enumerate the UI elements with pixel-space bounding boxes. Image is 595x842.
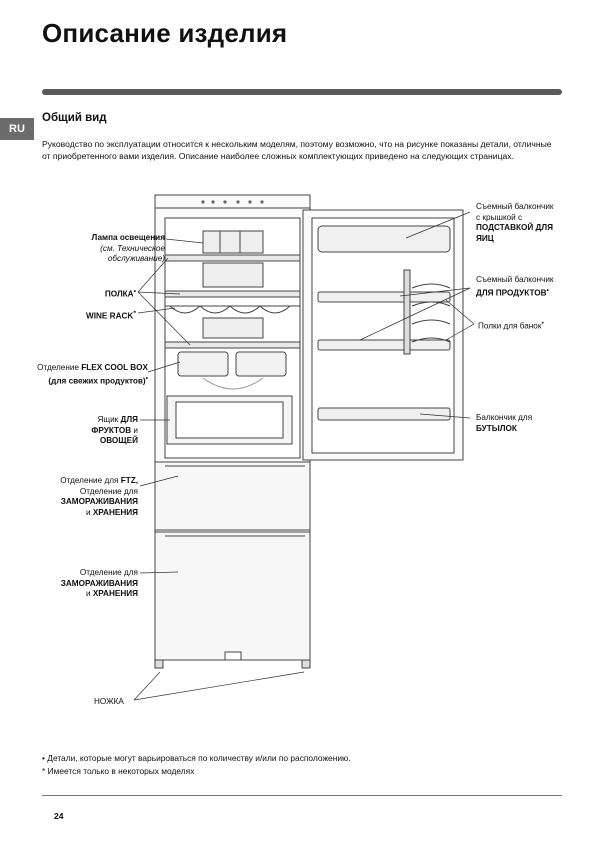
footnote-some-models: [42, 766, 194, 776]
bullet-mark: •: [541, 320, 544, 327]
label-lamp-note-1: (см. Техническое: [100, 243, 165, 253]
label-crisper: [30, 415, 138, 447]
label-crisper-1: ДЛЯ: [120, 415, 138, 424]
label-bottle-balcony: [476, 413, 576, 434]
bullet-mark: •: [133, 288, 136, 295]
label-flex-name: FLEX COOL BOX: [81, 363, 148, 372]
label-wine-rack: [30, 309, 136, 322]
footnote-dot-symbol: •: [42, 753, 45, 763]
label-freezer-and: и: [85, 589, 93, 599]
footnote-star-text: Имеется только в некоторых моделях: [47, 766, 195, 776]
label-can-shelves: [478, 319, 588, 332]
label-freezer-2: ЗАМОРАЖИВАНИЯ: [60, 578, 138, 588]
footnote-variable: [42, 753, 351, 763]
label-freezer: [20, 568, 138, 600]
label-cans-text: Полки для банок: [478, 321, 542, 331]
label-freezer-1: Отделение для: [79, 568, 138, 577]
intro-paragraph: Руководство по эксплуатации относится к нескольким моделям, поэтому возможно, что на рисунке показаны детали, отличные от приобретенного вами изделия. Описание наиболее сложных комплектующих приведено на следующих страницах.: [42, 139, 552, 162]
label-lamp-note-2: обслуживание): [107, 254, 165, 264]
footer-rule: [42, 795, 562, 796]
label-ftz-4: ХРАНЕНИЯ: [92, 507, 138, 517]
label-ftz-3: ЗАМОРАЖИВАНИЯ: [60, 497, 138, 507]
page-number: 24: [54, 811, 64, 821]
label-ftz-and: и: [85, 507, 93, 517]
language-tab: RU: [0, 118, 34, 140]
section-title: Общий вид: [42, 112, 107, 124]
label-bottle-2: БУТЫЛОК: [476, 423, 517, 433]
bullet-mark: •: [546, 286, 549, 294]
label-prod-2: ДЛЯ ПРОДУКТОВ: [476, 288, 547, 298]
label-flex-cool-box: [10, 363, 148, 387]
page-title: Описание изделия: [42, 18, 288, 48]
footnote-star-symbol: *: [42, 766, 46, 776]
label-egg-4: ЯИЦ: [476, 233, 494, 243]
label-lamp-title: Лампа освещения: [91, 233, 165, 242]
label-lamp: [30, 233, 165, 265]
label-crisper-and: и: [131, 425, 138, 435]
label-crisper-3: ОВОЩЕЙ: [99, 436, 138, 446]
label-ftz-2: Отделение для: [79, 486, 138, 496]
label-crisper-2: ФРУКТОВ: [91, 425, 132, 435]
label-flex-prefix: Отделение: [37, 363, 82, 372]
label-ftz-prefix: Отделение для: [60, 476, 121, 485]
label-ftz-name: FTZ,: [120, 476, 138, 485]
label-product-balcony: [476, 275, 586, 299]
label-bottle-1: Балкончик для: [476, 413, 533, 422]
label-egg-balcony: [476, 202, 576, 244]
label-ftz: [20, 476, 138, 518]
footnote-dot-text: Детали, которые могут варьироваться по количеству и/или по расположению.: [47, 753, 351, 763]
bullet-mark: •: [145, 374, 148, 382]
label-shelf: [30, 287, 136, 300]
label-wine-rack-text: WINE RACK: [86, 311, 134, 321]
star-mark: *: [133, 310, 136, 317]
label-foot: НОЖКА: [94, 697, 124, 706]
label-shelf-text: ПОЛКА: [104, 289, 134, 299]
label-crisper-prefix: Ящик: [97, 415, 121, 424]
label-egg-2: с крышкой с: [476, 212, 523, 222]
label-egg-3: ПОДСТАВКОЙ ДЛЯ: [476, 223, 553, 233]
label-egg-1: Съемный балкончик: [476, 202, 554, 211]
label-flex-note: (для свежих продуктов): [48, 376, 146, 386]
label-prod-1: Съемный балкончик: [476, 275, 554, 284]
label-freezer-3: ХРАНЕНИЯ: [92, 589, 138, 599]
